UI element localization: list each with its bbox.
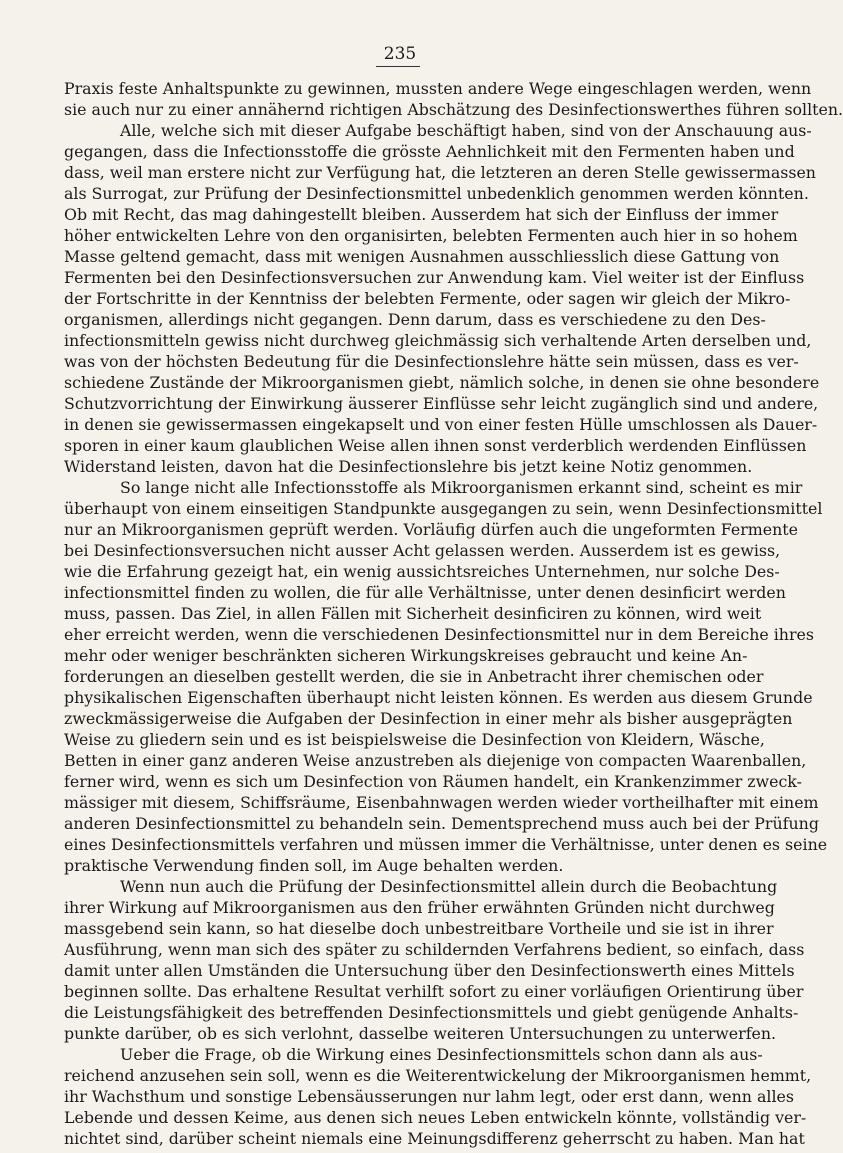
text-line: höher entwickelten Lehre von den organisirten, belebten Fermenten auch hier in so hohem	[64, 226, 798, 245]
text-line: ihr Wachsthum und sonstige Lebensäusserungen nur lahm legt, oder erst dann, wenn alles	[64, 1087, 794, 1106]
text-line: nur an Mikroorganismen geprüft werden. Vorläufig dürfen auch die ungeformten Fermente	[64, 520, 798, 539]
text-line: Masse geltend gemacht, dass mit wenigen Ausnahmen ausschliesslich diese Gattung von	[64, 247, 780, 266]
text-line: sporen in einer kaum glaublichen Weise allen ihnen sonst verderblich werdenden Einflüssen	[64, 436, 807, 455]
text-line: Betten in einer ganz anderen Weise anzustreben als diejenige von compacten Waarenballen,	[64, 751, 807, 770]
text-line: infectionsmittel finden zu wollen, die für alle Verhältnisse, unter denen desinficirt werden	[64, 583, 786, 602]
text-line: überhaupt von einem einseitigen Standpunkte ausgegangen zu sein, wenn Desinfectionsmittel	[64, 499, 823, 518]
text-line: anderen Desinfectionsmittel zu behandeln sein. Dementsprechend muss auch bei der Prüfung	[64, 814, 819, 833]
text-line: reichend anzusehen sein soll, wenn es die Weiterentwickelung der Mikroorganismen hemmt,	[64, 1066, 812, 1085]
text-line: physikalischen Eigenschaften überhaupt nicht leisten können. Es werden aus diesem Grunde	[64, 688, 813, 707]
text-line: muss, passen. Das Ziel, in allen Fällen mit Sicherheit desinficiren zu können, wird weit	[64, 604, 762, 623]
text-line: ihrer Wirkung auf Mikroorganismen aus den früher erwähnten Gründen nicht durchweg	[64, 898, 775, 917]
text-line: in denen sie gewissermassen eingekapselt und von einer festen Hülle umschlossen als Dauer-	[64, 415, 818, 434]
text-line: was von der höchsten Bedeutung für die Desinfectionslehre hätte sein müssen, dass es ver-	[64, 352, 799, 371]
text-line: dass, weil man erstere nicht zur Verfügung hat, die letzteren an deren Stelle gewissermassen	[64, 163, 816, 182]
text-line: als Surrogat, zur Prüfung der Desinfectionsmittel unbedenklich genommen werden könnten.	[64, 184, 809, 203]
page-number-underline	[376, 66, 420, 67]
text-line: Weise zu gliedern sein und es ist beispielsweise die Desinfection von Kleidern, Wäsche,	[64, 730, 765, 749]
text-line: der Fortschritte in der Kenntniss der belebten Fermente, oder sagen wir gleich der Mikro-	[64, 289, 791, 308]
text-line: ferner wird, wenn es sich um Desinfection von Räumen handelt, ein Krankenzimmer zweck-	[64, 772, 802, 791]
text-line: sie auch nur zu einer annähernd richtigen Abschätzung des Desinfectionswerthes führen sollten.	[64, 100, 843, 119]
text-line: Ueber die Frage, ob die Wirkung eines Desinfectionsmittels schon dann als aus-	[120, 1045, 763, 1064]
text-line: punkte darüber, ob es sich verlohnt, dasselbe weiteren Untersuchungen zu unterwerfen.	[64, 1024, 777, 1043]
text-line: Wenn nun auch die Prüfung der Desinfectionsmittel allein durch die Beobachtung	[120, 877, 778, 896]
text-line: eines Desinfectionsmittels verfahren und müssen immer die Verhältnisse, unter denen es seine	[64, 835, 828, 854]
text-line: bei Desinfectionsversuchen nicht ausser Acht gelassen werden. Ausserdem ist es gewiss,	[64, 541, 781, 560]
text-line: nichtet sind, darüber scheint niemals eine Meinungsdifferenz geherrscht zu haben. Man hat	[64, 1129, 805, 1148]
text-line: die Leistungsfähigkeit des betreffenden Desinfectionsmittels und giebt genügende Anhalts-	[64, 1003, 799, 1022]
text-line: praktische Verwendung finden soll, im Auge behalten werden.	[64, 856, 564, 875]
text-line: Lebende und dessen Keime, aus denen sich neues Leben entwickeln könnte, vollständig ver-	[64, 1108, 807, 1127]
text-line: So lange nicht alle Infectionsstoffe als Mikroorganismen erkannt sind, scheint es mir	[120, 478, 803, 497]
body-text	[64, 78, 843, 1149]
text-line: mässiger mit diesem, Schiffsräume, Eisenbahnwagen werden wieder vortheilhafter mit einem	[64, 793, 819, 812]
text-line: organismen, allerdings nicht gegangen. Denn darum, dass es verschiedene zu den Des-	[64, 310, 766, 329]
text-line: schiedene Zustände der Mikroorganismen giebt, nämlich solche, in denen sie ohne besondere	[64, 373, 820, 392]
text-line: wie die Erfahrung gezeigt hat, ein wenig aussichtsreiches Unternehmen, nur solche Des-	[64, 562, 780, 581]
text-line: Schutzvorrichtung der Einwirkung äusserer Einflüsse sehr leicht zugänglich sind und andere,	[64, 394, 819, 413]
text-line: beginnen sollte. Das erhaltene Resultat verhilft sofort zu einer vorläufigen Orientirung über	[64, 982, 804, 1001]
text-line: massgebend sein kann, so hat dieselbe doch unbestreitbare Vortheile und sie ist in ihrer	[64, 919, 774, 938]
text-line: Alle, welche sich mit dieser Aufgabe beschäftigt haben, sind von der Anschauung aus-	[120, 121, 812, 140]
text-line: eher erreicht werden, wenn die verschiedenen Desinfectionsmittel nur in dem Bereiche ihres	[64, 625, 814, 644]
page-number: 235	[383, 44, 417, 64]
text-line: Ausführung, wenn man sich des später zu schildernden Verfahrens bedient, so einfach, dass	[64, 940, 805, 959]
text-line: infectionsmitteln gewiss nicht durchweg gleichmässig sich verhaltende Arten derselben und,	[64, 331, 812, 350]
text-line: mehr oder weniger beschränkten sicheren Wirkungskreises gebraucht und keine An-	[64, 646, 748, 665]
text-line: zweckmässigerweise die Aufgaben der Desinfection in einer mehr als bisher ausgeprägten	[64, 709, 793, 728]
text-line: forderungen an dieselben gestellt werden, die sie in Anbetracht ihrer chemischen oder	[64, 667, 764, 686]
text-line: Praxis feste Anhaltspunkte zu gewinnen, mussten andere Wege eingeschlagen werden, wenn	[64, 79, 812, 98]
text-line: Fermenten bei den Desinfectionsversuchen zur Anwendung kam. Viel weiter ist der Einfluss	[64, 268, 805, 287]
text-line: Ob mit Recht, das mag dahingestellt bleiben. Ausserdem hat sich der Einfluss der immer	[64, 205, 779, 224]
text-line: Widerstand leisten, davon hat die Desinfectionslehre bis jetzt keine Notiz genommen.	[64, 457, 753, 476]
text-line: damit unter allen Umständen die Untersuchung über den Desinfectionswerth eines Mittels	[64, 961, 795, 980]
text-line: gegangen, dass die Infectionsstoffe die grösste Aehnlichkeit mit den Fermenten haben und	[64, 142, 795, 161]
